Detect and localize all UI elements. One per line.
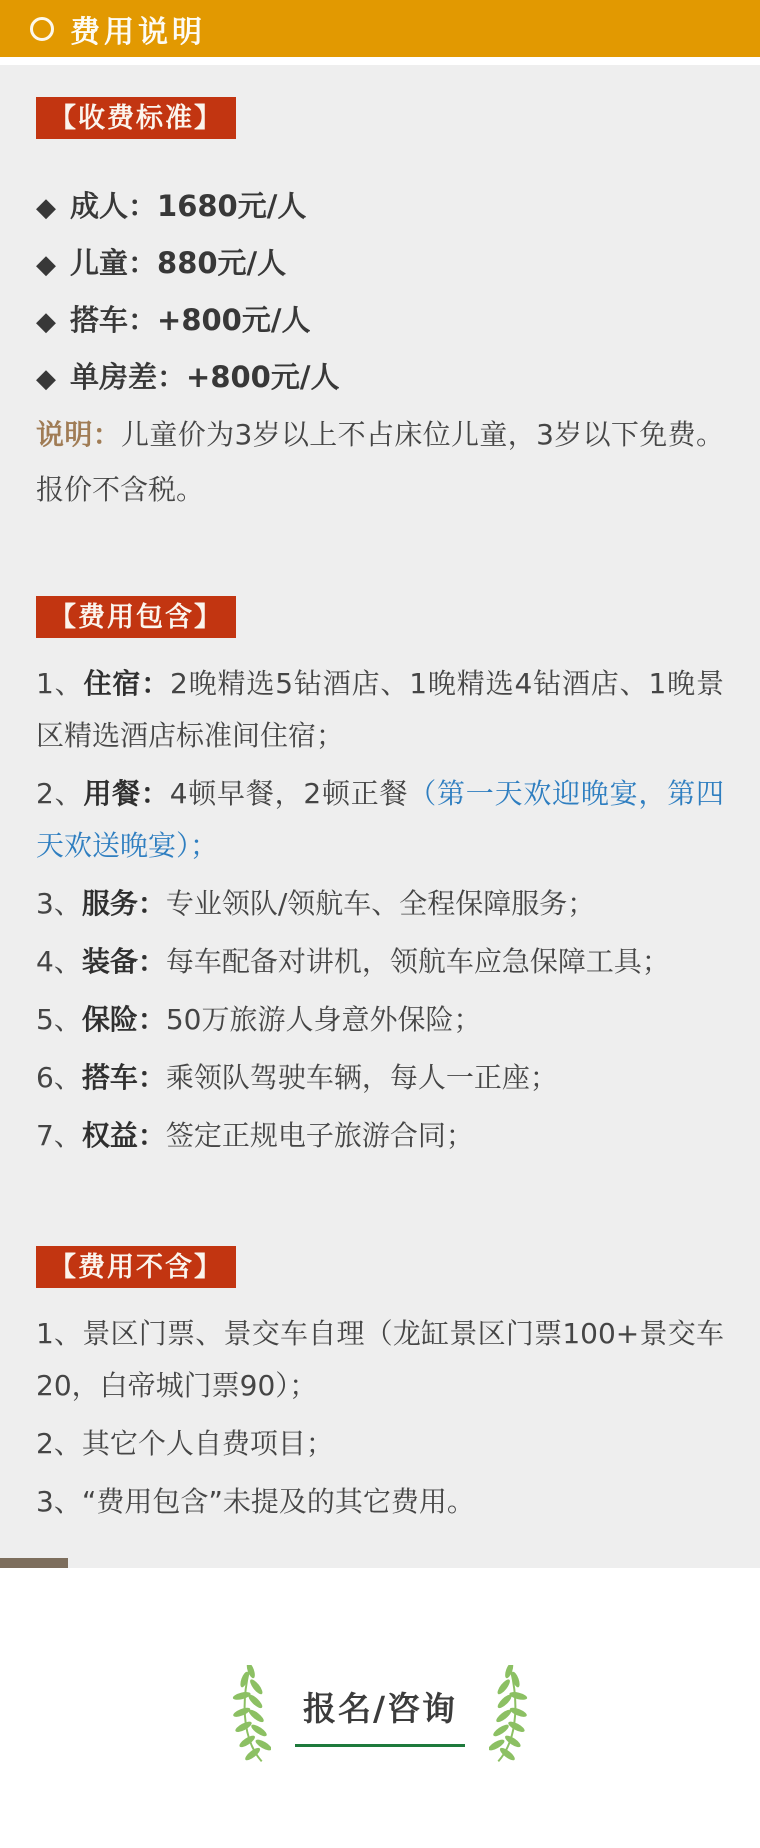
item-label: 用餐： [83, 777, 170, 810]
item-text: 2晚精选5钻酒店、1晚精选4钻酒店、1晚景区精选酒店标准间住宿； [36, 667, 724, 752]
item-text: 专业领队/领航车、全程保障服务； [165, 887, 596, 920]
item-text: 其它个人自费项目； [81, 1427, 334, 1460]
badge-pricing-standard: 【收费标准】 [36, 97, 236, 139]
diamond-icon: ◆ [36, 307, 56, 337]
spacer [36, 517, 724, 596]
price-label: 成人： [70, 189, 158, 223]
item-number: 3、 [36, 887, 82, 920]
diamond-icon: ◆ [36, 193, 56, 223]
list-item [36, 768, 724, 872]
item-text: 每车配备对讲机，领航车应急保障工具； [165, 945, 670, 978]
item-number: 6、 [36, 1061, 82, 1094]
item-label: 装备： [81, 945, 166, 978]
list-item [36, 1418, 724, 1470]
list-item [36, 1476, 724, 1528]
price-label: 搭车： [70, 303, 158, 337]
item-text: “费用包含”未提及的其它费用。 [81, 1485, 475, 1518]
item-label: 权益： [81, 1119, 166, 1152]
pricing-note-label: 说明： [36, 418, 122, 451]
item-number: 1、 [36, 667, 84, 700]
includes-list [36, 658, 724, 1162]
item-text: 签定正规电子旅游合同； [165, 1119, 474, 1152]
price-list [36, 179, 724, 407]
laurel-branch-right-icon [489, 1665, 533, 1765]
item-label: 保险： [81, 1003, 166, 1036]
excludes-list [36, 1308, 724, 1528]
price-value: +800元/人 [157, 303, 311, 337]
list-item [36, 1052, 724, 1104]
item-number: 7、 [36, 1119, 82, 1152]
price-item-single-room [36, 350, 724, 407]
item-text: 景区门票、景交车自理（龙缸景区门票100+景交车20，白帝城门票90）； [36, 1317, 724, 1402]
price-item-ride-along [36, 293, 724, 350]
item-text: 乘领队驾驶车辆，每人一正座； [165, 1061, 558, 1094]
laurel-branch-left-icon [227, 1665, 271, 1765]
item-highlight-text: （第一天欢迎晚宴，第四天欢送晚宴）； [36, 777, 724, 862]
list-item [36, 936, 724, 988]
pricing-note-text: 儿童价为3岁以上不占床位儿童，3岁以下免费。报价不含税。 [36, 418, 724, 506]
item-number: 4、 [36, 945, 82, 978]
badge-fee-excludes: 【费用不含】 [36, 1246, 236, 1288]
price-item-child [36, 236, 724, 293]
diamond-icon: ◆ [36, 250, 56, 280]
price-value: +800元/人 [186, 360, 340, 394]
divider [0, 57, 760, 65]
page-title: 费用说明 [70, 14, 206, 50]
price-value: 1680元/人 [157, 189, 307, 223]
list-item [36, 1308, 724, 1412]
pricing-note [36, 407, 724, 517]
spacer [36, 1168, 724, 1246]
badge-fee-includes: 【费用包含】 [36, 596, 236, 638]
footer [0, 1568, 760, 1848]
signup-consult-button[interactable]: 报名/咨询 [295, 1683, 465, 1747]
cta-group [227, 1651, 533, 1765]
item-number: 3、 [36, 1485, 82, 1518]
item-text: 50万旅游人身意外保险； [165, 1003, 482, 1036]
price-label: 儿童： [70, 246, 158, 280]
item-number: 2、 [36, 777, 84, 810]
item-text: 4顿早餐，2顿正餐 [169, 777, 409, 810]
price-value: 880元/人 [157, 246, 287, 280]
item-number: 2、 [36, 1427, 82, 1460]
item-label: 服务： [81, 887, 166, 920]
section-header [0, 0, 760, 57]
item-number: 1、 [36, 1317, 83, 1350]
price-item-adult [36, 179, 724, 236]
content-area [0, 65, 760, 1568]
item-label: 住宿： [83, 667, 171, 700]
item-label: 搭车： [81, 1061, 166, 1094]
item-number: 5、 [36, 1003, 82, 1036]
price-label: 单房差： [70, 360, 187, 394]
diamond-icon: ◆ [36, 364, 56, 394]
list-item [36, 994, 724, 1046]
brown-accent-bar [0, 1558, 68, 1568]
list-item [36, 658, 724, 762]
list-item [36, 1110, 724, 1162]
circle-bullet-icon [30, 17, 54, 41]
list-item [36, 878, 724, 930]
